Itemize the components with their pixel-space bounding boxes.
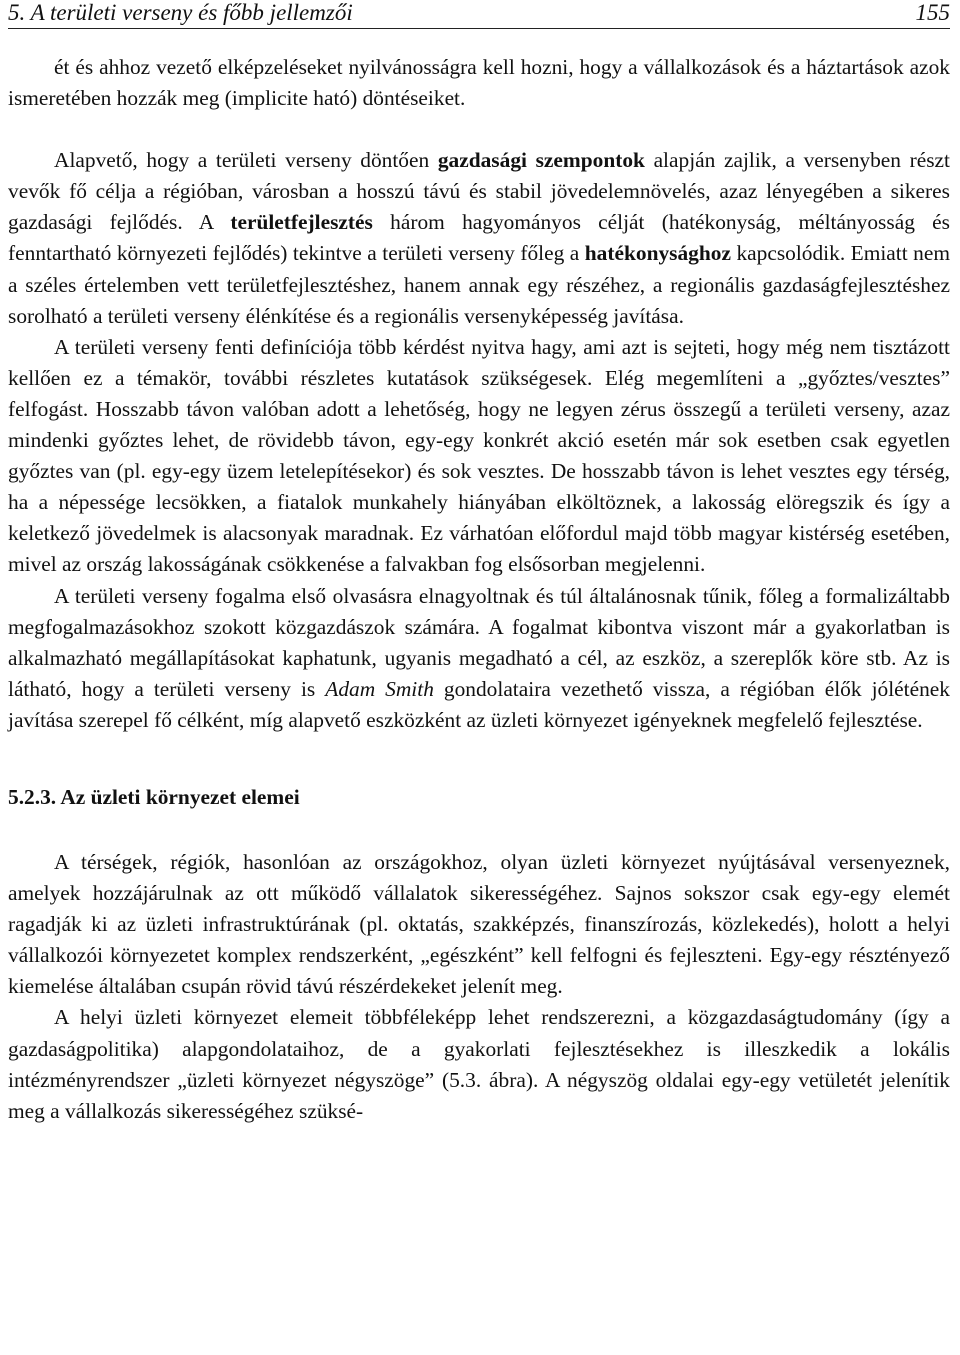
text-run: gondolataira vezethető vissza, a régióban élők jólétének javítása szerepel fő célként, míg alapvető eszközként az üzleti környezet igényeknek megfelelő fejlesztése. <box>8 676 950 732</box>
text-run: három hagyományos célját (hatékonyság, méltányosság és fenntartható környezeti fejlődés) tekintve a területi verseny főleg a <box>8 210 950 266</box>
bold-term: területfejlesztés <box>230 210 373 235</box>
section-number: 5.2.3. <box>8 784 57 809</box>
page-number: 155 <box>915 0 950 25</box>
text-run: kapcsolódik. Emiatt nem a széles értelemben vett területfejlesztéshez, hanem annak egy részéhez, a regionális gazdaságfejlesztéshez sorolható a területi verseny élénkítése és a regionális versenyképesség javítása. <box>8 241 950 328</box>
text-run: A területi verseny fenti definíciója több kérdést nyitva hagy, ami azt is sejteti, hogy még nem tisztázott kellően ez a témakör, további részletes kutatások szükségesek. Elég megemlíteni a „győztes/vesztes” felfogást. Hosszabb távon valóban adott a lehetőség, hogy ne legyen zérus összegű a területi verseny, azaz mindenki győztes lehet, de rövidebb távon, egy-egy konkrét akció esetén már sok esetben csak egyetlen győztes van (pl. egy-egy üzem letelepítésekor) és sok vesztes. De hosszabb távon is lehet vesztes egy térség, ha a népessége lecsökken, a fiatalok munkahely hiányában elköltöznek, a lakosság elöregszik és így a keletkező jövedelmek is alacsonyak maradnak. Ez várhatóan előfordul majd több magyar kistérség esetében, mivel az ország lakosságának csökkenése a falvakban fog elsősorban megjelenni. <box>8 334 950 577</box>
paragraph-concept <box>8 581 950 736</box>
text-run: A területi verseny fogalma első olvasásra elnagyoltnak és túl általánosnak tűnik, főleg a formalizáltabb megfogalmazásokhoz szokott közgazdászok számára. A fogalmat kibontva viszont már a gyakorlatban is alkalmazható megállapításokat kaphatunk, ugyanis megadható a cél, az eszköz, a szereplők köre stb. Az is látható, hogy a területi verseny is <box>8 583 950 701</box>
paragraph-institutional-system <box>8 1002 950 1126</box>
bold-term: gazdasági szempontok <box>437 148 645 173</box>
text-run: ét és ahhoz vezető elképzeléseket nyilvánosságra kell hozni, hogy a vállalkozások és a háztartások azok ismeretében hozzák meg (implicite ható) döntéseiket. <box>8 55 950 111</box>
bold-term: hatékonysághoz <box>584 241 731 266</box>
chapter-title: 5. A területi verseny és főbb jellemzői <box>8 0 353 25</box>
text-run: alapján zajlik, a versenyben részt vevők fő célja a régióban, városban a hosszú távú és stabil jövedelemnövelés, azaz lényegében a sikeres gazdasági fejlődés. A <box>8 148 950 235</box>
text-run: Alapvető, hogy a területi verseny döntően <box>54 148 438 173</box>
paragraph-business-environment <box>8 847 950 1002</box>
text-run: A helyi üzleti környezet elemeit többféleképp lehet rendszerezni, a közgazdaságtudomány (így a gazdaságpolitika) alapgondolataihoz, de a gyakorlati fejlesztésekhez is illeszkedik a lokális intézményrendszer „üzleti környezet négyszöge” (5.3. ábra). A négyszög oldalai egy-egy vetületét jelenítik meg a vállalkozás sikerességéhez szüksé- <box>8 1005 950 1123</box>
italic-name: Adam Smith <box>325 676 434 701</box>
paragraph-definition <box>8 332 950 581</box>
running-header <box>8 0 950 29</box>
body-text <box>8 52 950 1127</box>
paragraph-continuation <box>8 52 950 114</box>
text-run: A térségek, régiók, hasonlóan az országokhoz, olyan üzleti környezet nyújtásával versenyeznek, amelyek hozzájárulnak az ott működő vállalatok sikerességéhez. Sajnos sokszor csak egy-egy elemét ragadják ki az üzleti infrastruktúrának (pl. oktatás, szakképzés, finanszírozás, közlekedés), holott a helyi vállalkozói környezetet komplex rendszerként, „egészként” kell felfogni és fejleszteni. Egy-egy résztényező kiemelése általában csupán rövid távú részérdekeket jelenít meg. <box>8 849 950 999</box>
section-title: Az üzleti környezet elemei <box>60 784 300 809</box>
section-heading <box>8 782 950 813</box>
paragraph-economic-aspects <box>8 145 950 332</box>
